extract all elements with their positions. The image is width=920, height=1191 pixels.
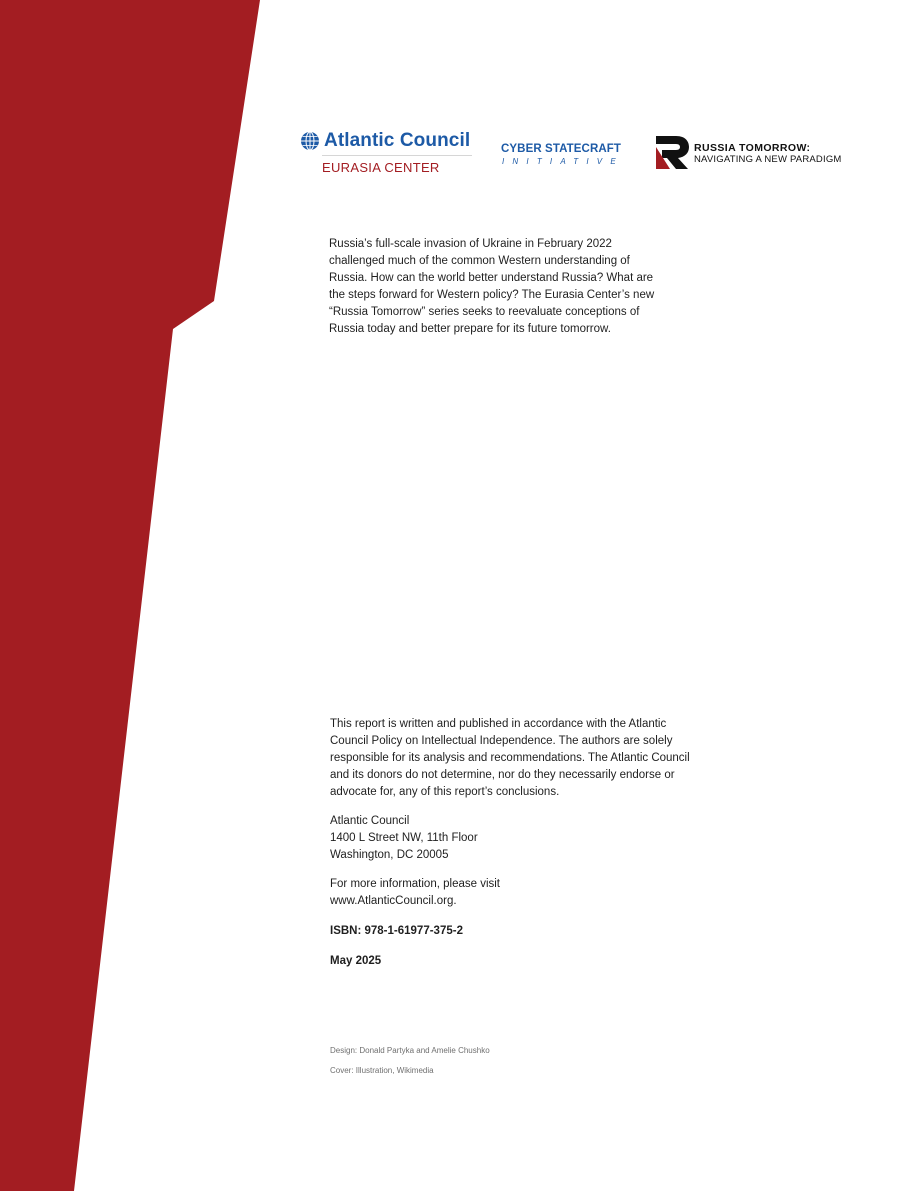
more-info-text: For more information, please visit [330, 878, 501, 890]
isbn-label: ISBN: 978-1-61977-375-2 [330, 925, 463, 937]
address-org: Atlantic Council [330, 815, 410, 827]
atlantic-council-name: Atlantic Council [324, 130, 471, 151]
address-block [330, 813, 690, 864]
russia-tomorrow-title: RUSSIA TOMORROW: [694, 142, 811, 154]
address-city: Washington, DC 20005 [330, 849, 449, 861]
atlantic-council-logo [300, 130, 480, 175]
logo-divider [322, 155, 472, 156]
russia-tomorrow-logo [654, 134, 842, 170]
russia-tomorrow-r-icon [654, 134, 690, 170]
cyber-statecraft-logo [501, 143, 624, 167]
address-street: 1400 L Street NW, 11th Floor [330, 832, 478, 844]
eurasia-center-label: EURASIA CENTER [322, 160, 440, 175]
series-intro-paragraph: Russia’s full-scale invasion of Ukraine in February 2022 challenged much of the common Western understanding of Russia. How can the world better understand Russia? What are the steps forward for Western policy? The Eurasia Center’s new “Russia Tomorrow” series seeks to reevaluate conceptions of Russia today and better prepare for its future tomorrow. [329, 238, 655, 335]
cyber-statecraft-title: CYBER STATECRAFT [501, 143, 622, 155]
website-link[interactable]: www.AtlanticCouncil.org. [330, 895, 457, 907]
cyber-statecraft-subtitle: INITIATIVE [502, 157, 624, 166]
cover-credit: Cover: Illustration, Wikimedia [330, 1066, 434, 1075]
disclaimer-paragraph: This report is written and published in accordance with the Atlantic Council Policy on Intellectual Independence. The authors are solely responsible for its analysis and recommendations. The Atlantic Council and its donors do not determine, nor do they necessarily endorse or advocate for, any of this report’s conclusions. [330, 718, 690, 798]
more-info-block [330, 876, 690, 910]
publication-date: May 2025 [330, 955, 382, 967]
globe-icon [300, 131, 320, 151]
russia-tomorrow-subtitle: NAVIGATING A NEW PARADIGM [694, 154, 842, 165]
design-credit: Design: Donald Partyka and Amelie Chushko [330, 1046, 490, 1055]
